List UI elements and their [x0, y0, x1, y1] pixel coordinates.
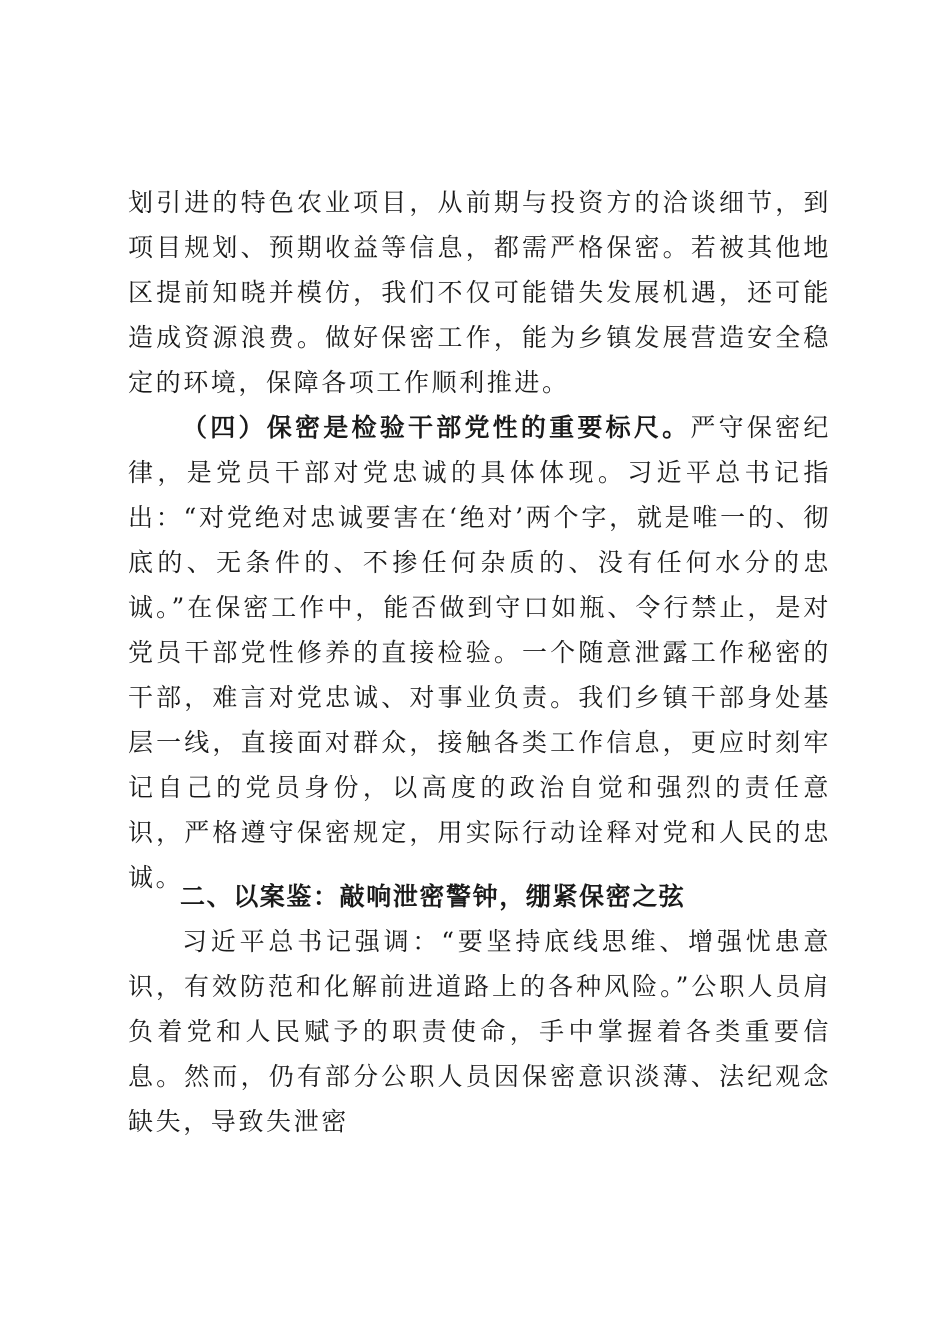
- paragraph-text: 习近平总书记强调：“要坚持底线思维、增强忧患意识，有效防范和化解前进道路上的各种风险。”公职人员肩负着党和人民赋予的职责使命，手中掌握着各类重要信息。然而，仍有部分公职人员因保密意识淡薄、法纪观念缺失，导致失泄密: [128, 927, 831, 1136]
- paragraph-two: [128, 919, 831, 1144]
- section-heading-two: [128, 874, 831, 919]
- heading-text: 二、以案鉴：敲响泄密警钟，绷紧保密之弦: [180, 882, 686, 911]
- section-lead-heading: （四）保密是检验干部党性的重要标尺。: [182, 413, 691, 442]
- section-body-text: 严守保密纪律，是党员干部对党忠诚的具体体现。习近平总书记指出：“对党绝对忠诚要害在‘绝对’两个字，就是唯一的、彻底的、无条件的、不掺任何杂质的、没有任何水分的忠诚。”在保密工作中，能否做到守口如瓶、令行禁止，是对党员干部党性修养的直接检验。一个随意泄露工作秘密的干部，难言对党忠诚、对事业负责。我们乡镇干部身处基层一线，直接面对群众，接触各类工作信息，更应时刻牢记自己的党员身份，以高度的政治自觉和强烈的责任意识，严格遵守保密规定，用实际行动诠释对党和人民的忠诚。: [128, 413, 831, 892]
- paragraph-continuation: [128, 180, 831, 405]
- paragraph-text: [128, 405, 831, 900]
- paragraph-text: 划引进的特色农业项目，从前期与投资方的洽谈细节，到项目规划、预期收益等信息，都需严格保密。若被其他地区提前知晓并模仿，我们不仅可能错失发展机遇，还可能造成资源浪费。做好保密工作，能为乡镇发展营造安全稳定的环境，保障各项工作顺利推进。: [128, 188, 831, 397]
- paragraph-section-four: [128, 405, 831, 900]
